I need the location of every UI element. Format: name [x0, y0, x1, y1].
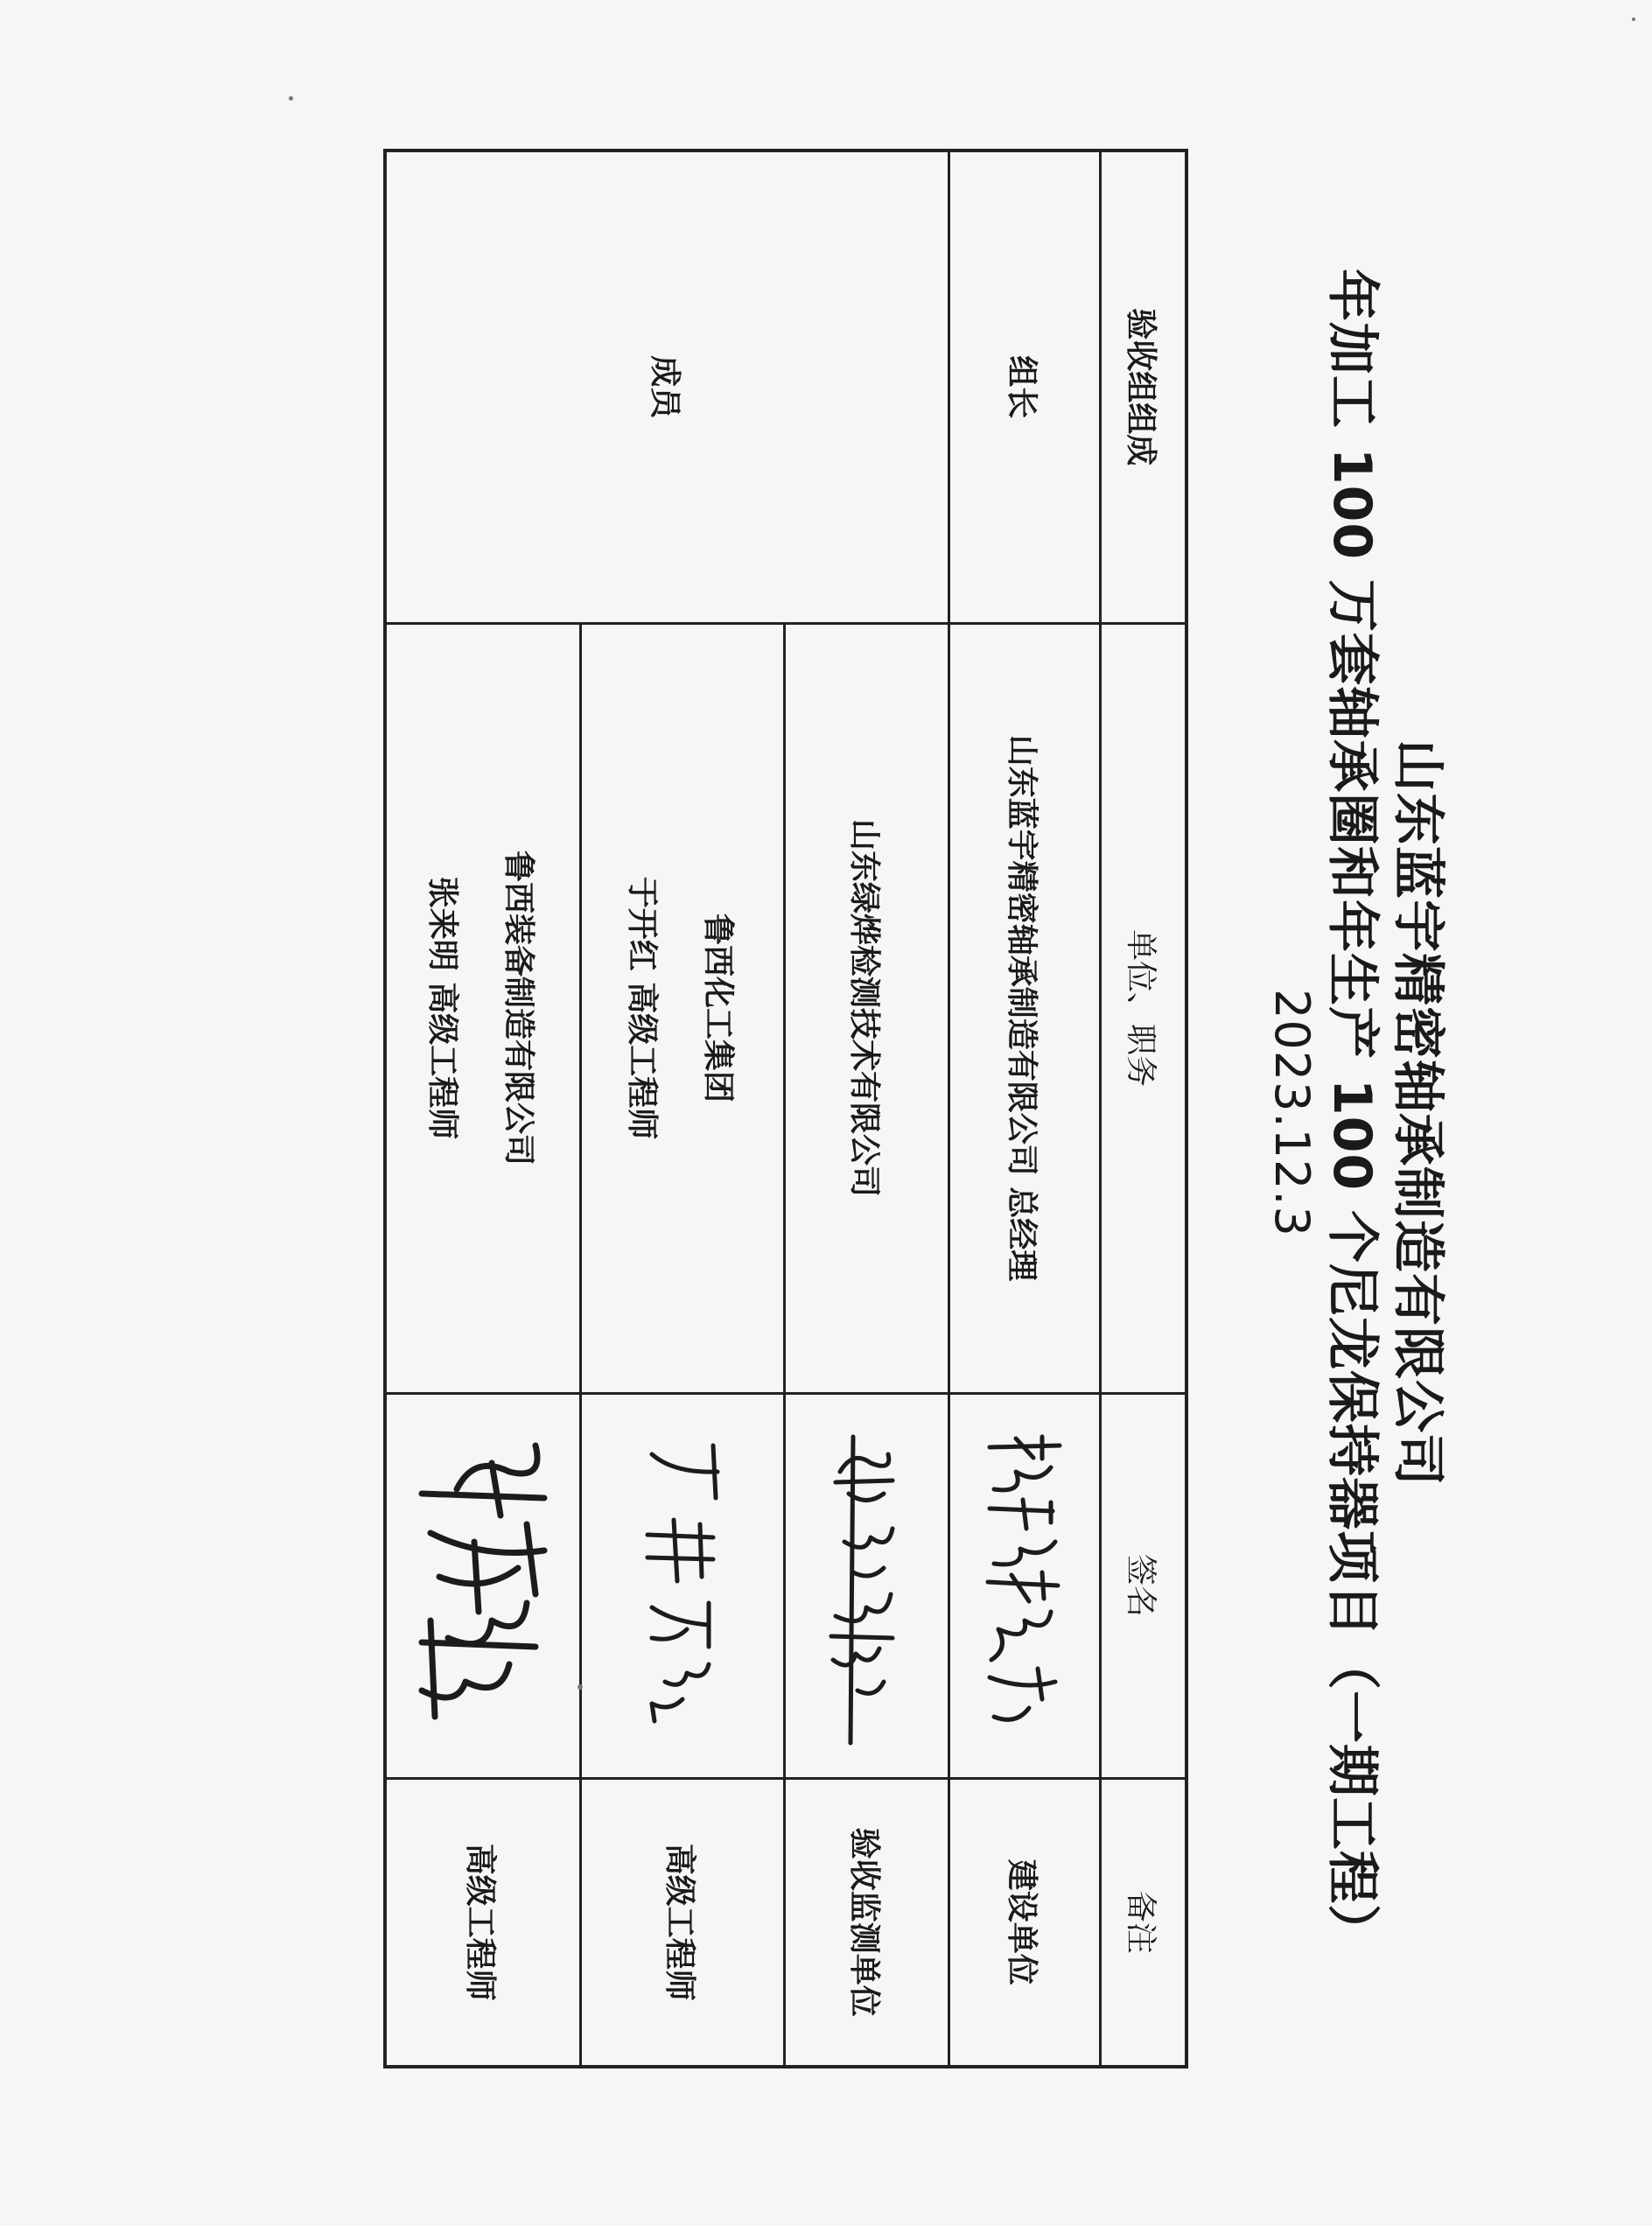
handwritten-signature: [404, 1419, 562, 1752]
member-unit-position: [385, 623, 581, 1393]
member-signature-cell: [385, 1393, 581, 1778]
member-unit-position: 山东绿烨检测技术有限公司: [785, 623, 949, 1393]
leader-unit-position: 山东蓝宇精密轴承制造有限公司 总经理: [949, 623, 1101, 1393]
member-unit-position: [581, 623, 785, 1393]
member-remark: 验收监测单位: [785, 1778, 949, 2067]
scan-speck: [578, 1684, 583, 1690]
leader-role: 组长: [949, 150, 1101, 623]
project-title: 年加工 100 万套轴承圈和年生产 100 个尼龙保持器项目（一期工程）: [1321, 268, 1382, 1958]
scan-speck: [1632, 18, 1635, 21]
header-remark: 备注: [1101, 1778, 1187, 2067]
member-name-title: 张来明 高级工程师: [424, 876, 460, 1140]
header-unit-position: 单位、职务: [1101, 623, 1187, 1393]
handwritten-signature: [815, 1419, 920, 1752]
acceptance-group-table: [383, 149, 1188, 2068]
leader-remark: 建设单位: [949, 1778, 1101, 2067]
member-organization: 鲁西化工集团: [700, 913, 736, 1102]
member-remark: 高级工程师: [581, 1778, 785, 2067]
member-organization: 鲁西装备制造有限公司: [500, 850, 536, 1166]
member-signature-cell: [785, 1393, 949, 1778]
member-signature-cell: [581, 1393, 785, 1778]
table-header-row: [1101, 150, 1187, 2067]
company-title: 山东蓝宇精密轴承制造有限公司: [1387, 739, 1448, 1487]
table-row: [785, 150, 949, 2067]
handwritten-signature: [972, 1419, 1077, 1752]
leader-signature-cell: [949, 1393, 1101, 1778]
member-name-title: 于开红 高级工程师: [624, 876, 660, 1140]
scan-speck: [289, 96, 293, 101]
header-signature: 签名: [1101, 1393, 1187, 1778]
table-row: [949, 150, 1101, 2067]
member-remark: 高级工程师: [385, 1778, 581, 2067]
handwritten-signature: [630, 1419, 735, 1752]
document-date: 2023.12.3: [1264, 989, 1320, 1237]
members-role: 成员: [385, 150, 949, 623]
header-group: 验收组组成: [1101, 150, 1187, 623]
